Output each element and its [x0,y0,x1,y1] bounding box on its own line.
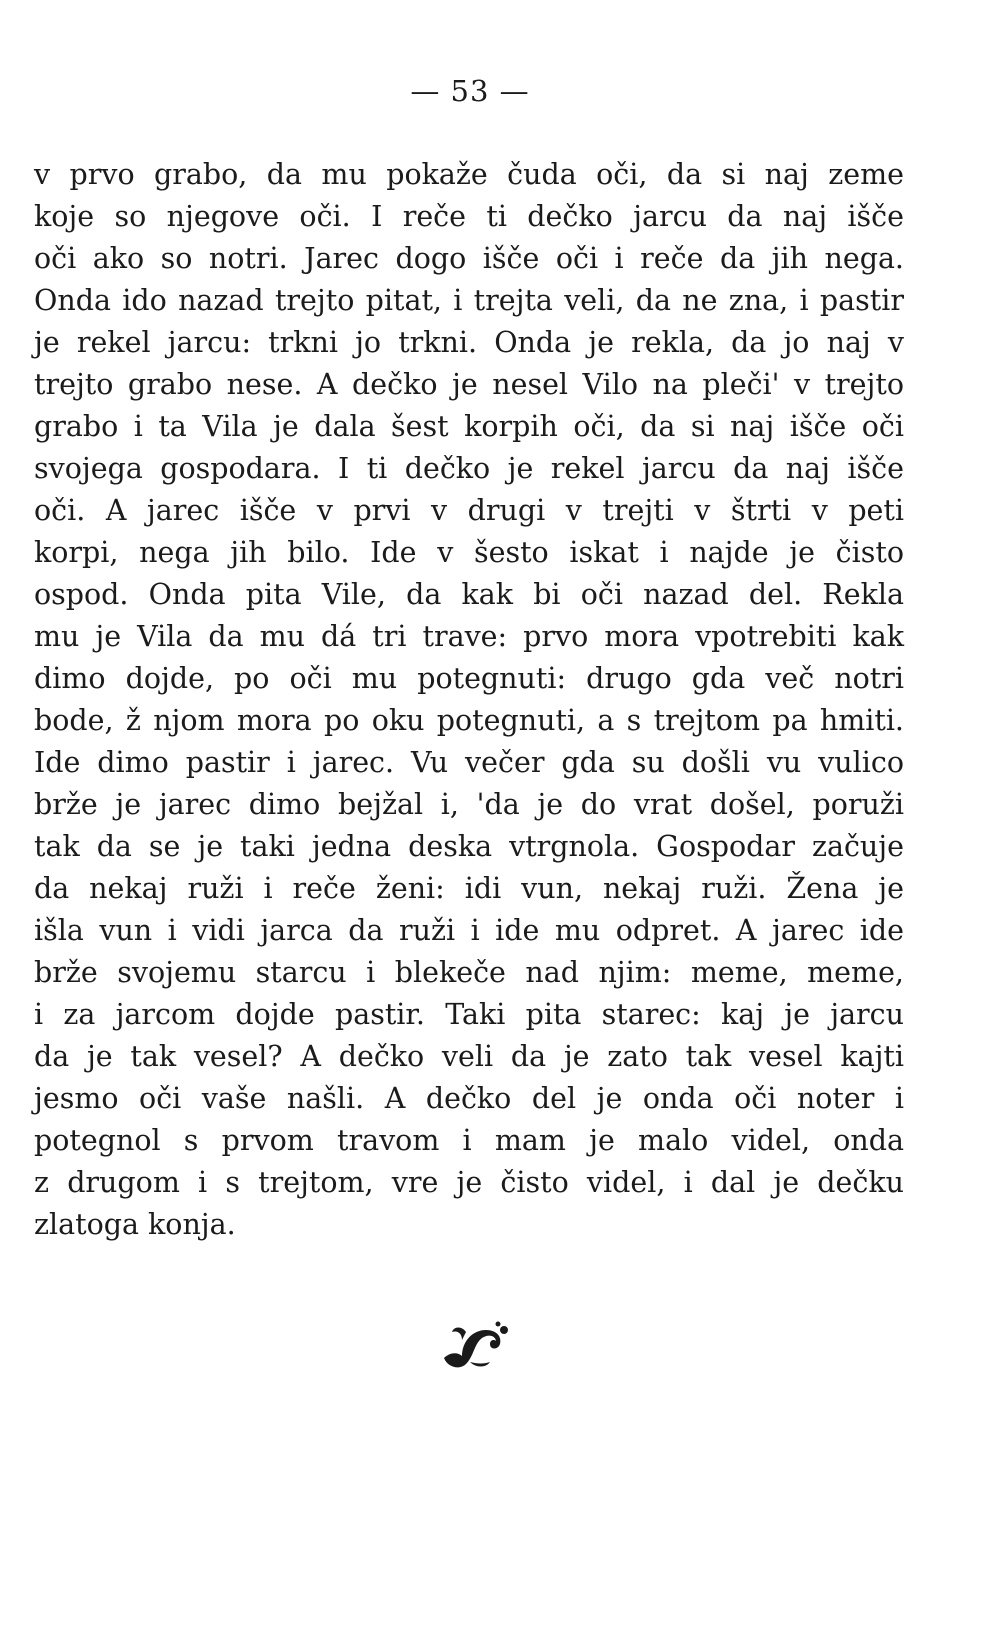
text-line: mu je Vila da mu dá tri trave: prvo mora vpotrebiti kak [34,620,904,653]
text-line: oči. A jarec išče v prvi v drugi v trejti v štrti v peti [34,494,904,527]
page-number: — 53 — [410,74,530,108]
text-line: dimo dojde, po oči mu potegnuti: drugo gda več notri [34,662,904,695]
text-line: Onda ido nazad trejto pitat, i trejta veli, da ne zna, i pastir [34,284,904,317]
text-line: potegnol s prvom travom i mam je malo videl, onda [34,1124,904,1157]
body-text [34,154,904,1246]
text-line: Ide dimo pastir i jarec. Vu večer gda su došli vu vulico [34,746,904,779]
text-line: zlatoga konja. [34,1208,236,1241]
text-line: brže je jarec dimo bejžal i, 'da je do vrat došel, poruži [34,788,904,821]
text-line: i za jarcom dojde pastir. Taki pita starec: kaj je jarcu [34,998,904,1031]
text-line: da nekaj ruži i reče ženi: idi vun, nekaj ruži. Žena je [34,872,904,905]
text-line: je rekel jarcu: trkni jo trkni. Onda je rekla, da jo naj v [34,326,904,359]
text-line: oči ako so notri. Jarec dogo išče oči i reče da jih nega. [34,242,904,275]
text-line: jesmo oči vaše našli. A dečko del je onda oči noter i [34,1082,904,1115]
text-line: z drugom i s trejtom, vre je čisto videl, i dal je dečku [34,1166,904,1199]
text-line: koje so njegove oči. I reče ti dečko jarcu da naj išče [34,200,904,233]
text-line: v prvo grabo, da mu pokaže čuda oči, da si naj zeme [34,158,904,191]
text-line: bode, ž njom mora po oku potegnuti, a s trejtom pa hmiti. [34,704,904,737]
fleuron-ornament-icon [440,1318,512,1370]
text-line: da je tak vesel? A dečko veli da je zato tak vesel kajti [34,1040,904,1073]
text-line: korpi, nega jih bilo. Ide v šesto iskat i najde je čisto [34,536,904,569]
text-line: trejto grabo nese. A dečko je nesel Vilo na pleči' v trejto [34,368,904,401]
text-line: svojega gospodara. I ti dečko je rekel jarcu da naj išče [34,452,904,485]
text-line: ospod. Onda pita Vile, da kak bi oči nazad del. Rekla [34,578,904,611]
text-line: brže svojemu starcu i blekeče nad njim: meme, meme, [34,956,904,989]
text-line: išla vun i vidi jarca da ruži i ide mu odpret. A jarec ide [34,914,904,947]
text-line: grabo i ta Vila je dala šest korpih oči, da si naj išče oči [34,410,904,443]
text-line: tak da se je taki jedna deska vtrgnola. Gospodar začuje [34,830,904,863]
